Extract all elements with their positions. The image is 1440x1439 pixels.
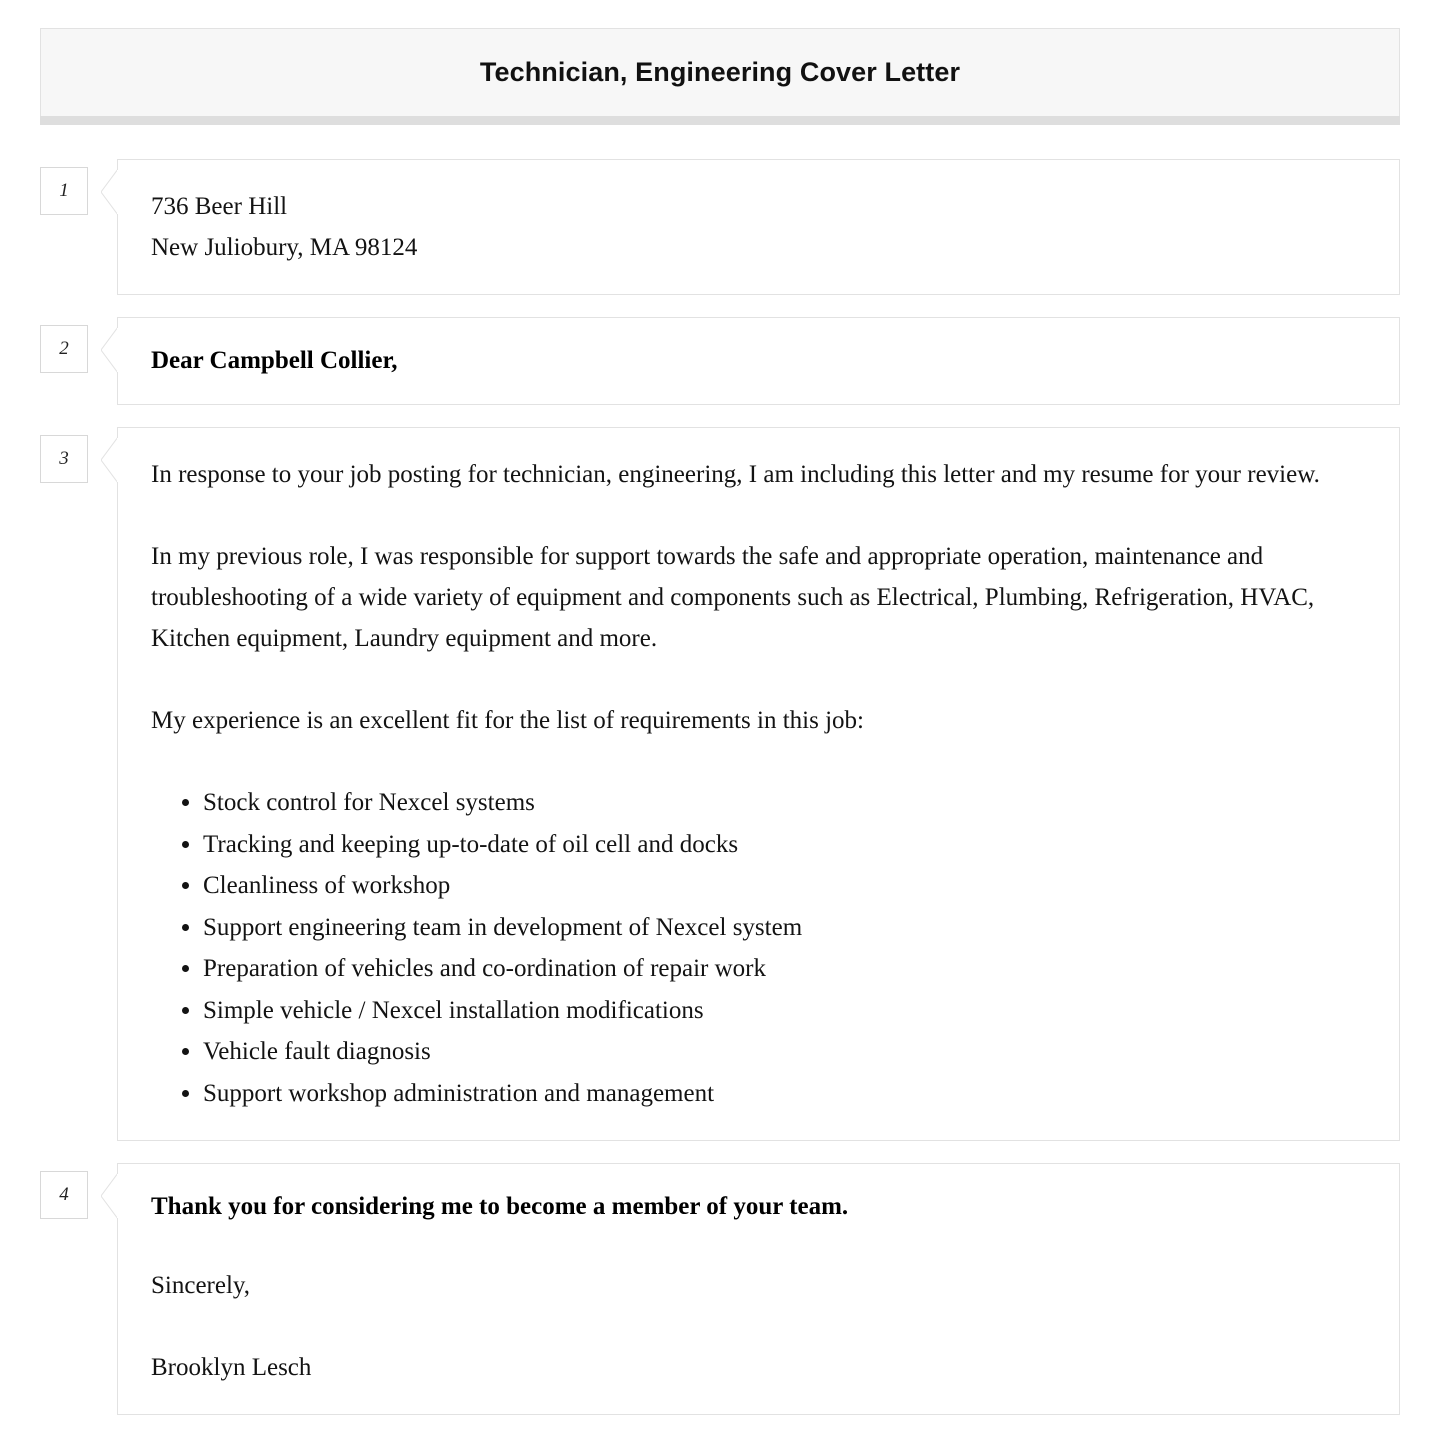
header-shadow-strip [40,116,1400,125]
body-paragraph: In response to your job posting for technician, engineering, I am including this letter and my resume for your review. [151,461,1320,488]
address-line: New Juliobury, MA 98124 [151,234,418,261]
list-item: • Tracking and keeping up-to-date of oil cell and docks [203,824,1365,866]
document-header [40,28,1400,125]
panel-notch-icon [101,1173,118,1219]
block-panel-closing[interactable] [117,1163,1400,1415]
closing-heading: Thank you for considering me to become a member of your team. [151,1193,849,1220]
notch-edge-mask [117,170,119,214]
block-panel-salutation[interactable] [117,317,1400,405]
letter-block-address [40,159,1400,295]
address-line: 736 Beer Hill [151,193,288,220]
list-item: • Support workshop administration and management [203,1073,1365,1115]
body-paragraph: My experience is an excellent fit for the list of requirements in this job: [151,707,864,734]
block-panel-address[interactable] [117,159,1400,295]
document-header-bar [40,28,1400,116]
letter-block-closing [40,1163,1400,1415]
cover-letter-blocks [40,125,1400,1415]
body-paragraph: In my previous role, I was responsible for support towards the safe and appropriate operation, maintenance and troubleshooting of a wide variety of equipment and components such as Electrical, Plumbing, Refrigeration, HVAC, Kitchen equipment, Laundry equipment and more. [151,543,1315,652]
signature-name: Brooklyn Lesch [151,1354,312,1381]
letter-block-body [40,427,1400,1141]
panel-notch-icon [101,327,118,373]
notch-edge-mask [117,438,119,482]
signoff-text: Sincerely, [151,1272,251,1299]
requirements-list [151,782,1365,1114]
notch-edge-mask [117,328,119,372]
block-number-badge[interactable]: 3 [40,435,88,483]
letter-block-salutation [40,317,1400,405]
page-title: Technician, Engineering Cover Letter [479,57,961,87]
list-item: • Stock control for Nexcel systems [203,782,1365,824]
panel-notch-icon [101,169,118,215]
block-panel-body[interactable] [117,427,1400,1141]
block-number-badge[interactable]: 1 [40,167,88,215]
panel-notch-icon [101,437,118,483]
list-item: • Cleanliness of workshop [203,865,1365,907]
list-item: • Vehicle fault diagnosis [203,1031,1365,1073]
block-number-badge[interactable]: 2 [40,325,88,373]
list-item: • Preparation of vehicles and co-ordination of repair work [203,948,1365,990]
block-number-badge[interactable]: 4 [40,1171,88,1219]
notch-edge-mask [117,1174,119,1218]
list-item: • Support engineering team in development of Nexcel system [203,907,1365,949]
salutation-text: Dear Campbell Collier, [151,347,398,374]
list-item: • Simple vehicle / Nexcel installation modifications [203,990,1365,1032]
signature-block [151,1265,1365,1388]
